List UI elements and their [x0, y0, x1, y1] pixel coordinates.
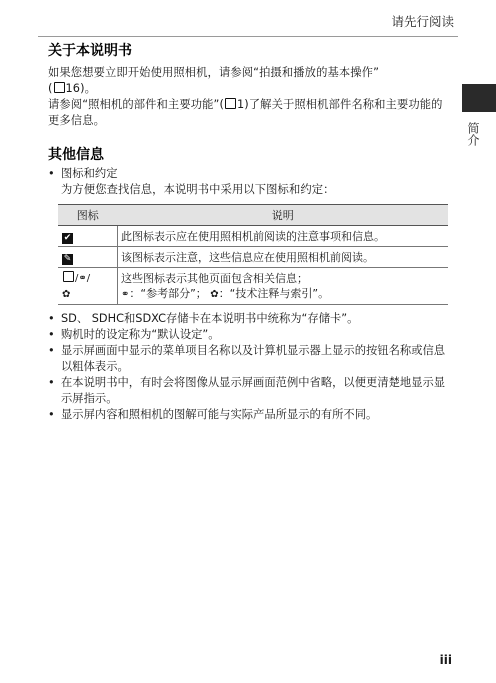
table-header-desc: 说明: [118, 205, 449, 226]
list-item: • 购机时的设定称为“默认设定”。: [48, 328, 220, 341]
list-item: • 图标和约定: [48, 167, 118, 180]
table-header-row: [58, 205, 448, 226]
note-pencil-icon: ✎: [63, 254, 72, 264]
list-item: • 显示屏内容和照相机的图解可能与实际产品所显示的有所不同。: [48, 408, 378, 421]
table-row: ✔ 此图标表示应在使用照相机前阅读的注意事项和信息。: [58, 226, 448, 247]
chapter-label: 简介: [466, 122, 480, 146]
icon-table: [58, 204, 448, 305]
bullet-list-notes: [48, 311, 450, 423]
reference-book-icon: [63, 271, 74, 282]
conventions-intro: 为方便您查找信息，本说明书中采用以下图标和约定：: [61, 183, 335, 196]
list-item: • SD、 SDHC和SDXC存储卡在本说明书中统称为“存储卡”。: [48, 312, 359, 325]
chapter-tab: [462, 84, 496, 112]
binoculars-icon: ⚭: [121, 288, 130, 300]
header-title: 请先行阅读: [391, 14, 454, 29]
section-heading-about: 关于本说明书: [48, 43, 132, 59]
reference-book-icon: [225, 98, 236, 109]
bullet-list-icons: [48, 166, 450, 182]
table-row: /⚭/ ✿ 这些图标表示其他页面包含相关信息； ⚭：“参考部分”； ✿：“技术注释与索引”。: [58, 268, 448, 305]
section-heading-other: 其他信息: [48, 147, 104, 163]
technical-notes-icon: ✿: [62, 289, 71, 300]
page-number: iii: [439, 653, 452, 667]
list-item: • 在本说明书中，有时会将图像从显示屏画面范例中省略，以便更清楚地显示显示屏指示。: [48, 376, 446, 405]
technical-notes-icon: ✿: [210, 288, 219, 300]
paragraph-basic: 如果您想要立即开始使用照相机，请参阅“拍摄和播放的基本操作” ( 16)。: [48, 66, 380, 95]
section-other: [48, 146, 450, 423]
paragraph-parts: 请参阅“照相机的部件和主要功能”( 1)了解关于照相机部件名称和主要功能的更多信息。: [48, 98, 443, 127]
section-about: [48, 42, 450, 129]
binoculars-icon: ⚭: [78, 273, 87, 284]
header-rule: [38, 36, 458, 37]
list-item: • 显示屏画面中显示的菜单项目名称以及计算机显示器上显示的按钮名称或信息以粗体表示。: [48, 344, 446, 373]
table-row: ✎ 该图标表示注意，这些信息应在使用照相机前阅读。: [58, 247, 448, 268]
table-header-icon: 图标: [58, 205, 118, 226]
paragraph-basic-line1: 如果您想要立即开始使用照相机，请参阅“拍摄和播放的基本操作”: [48, 66, 380, 79]
reference-book-icon: [54, 82, 65, 93]
caution-check-icon: ✔: [63, 233, 72, 243]
